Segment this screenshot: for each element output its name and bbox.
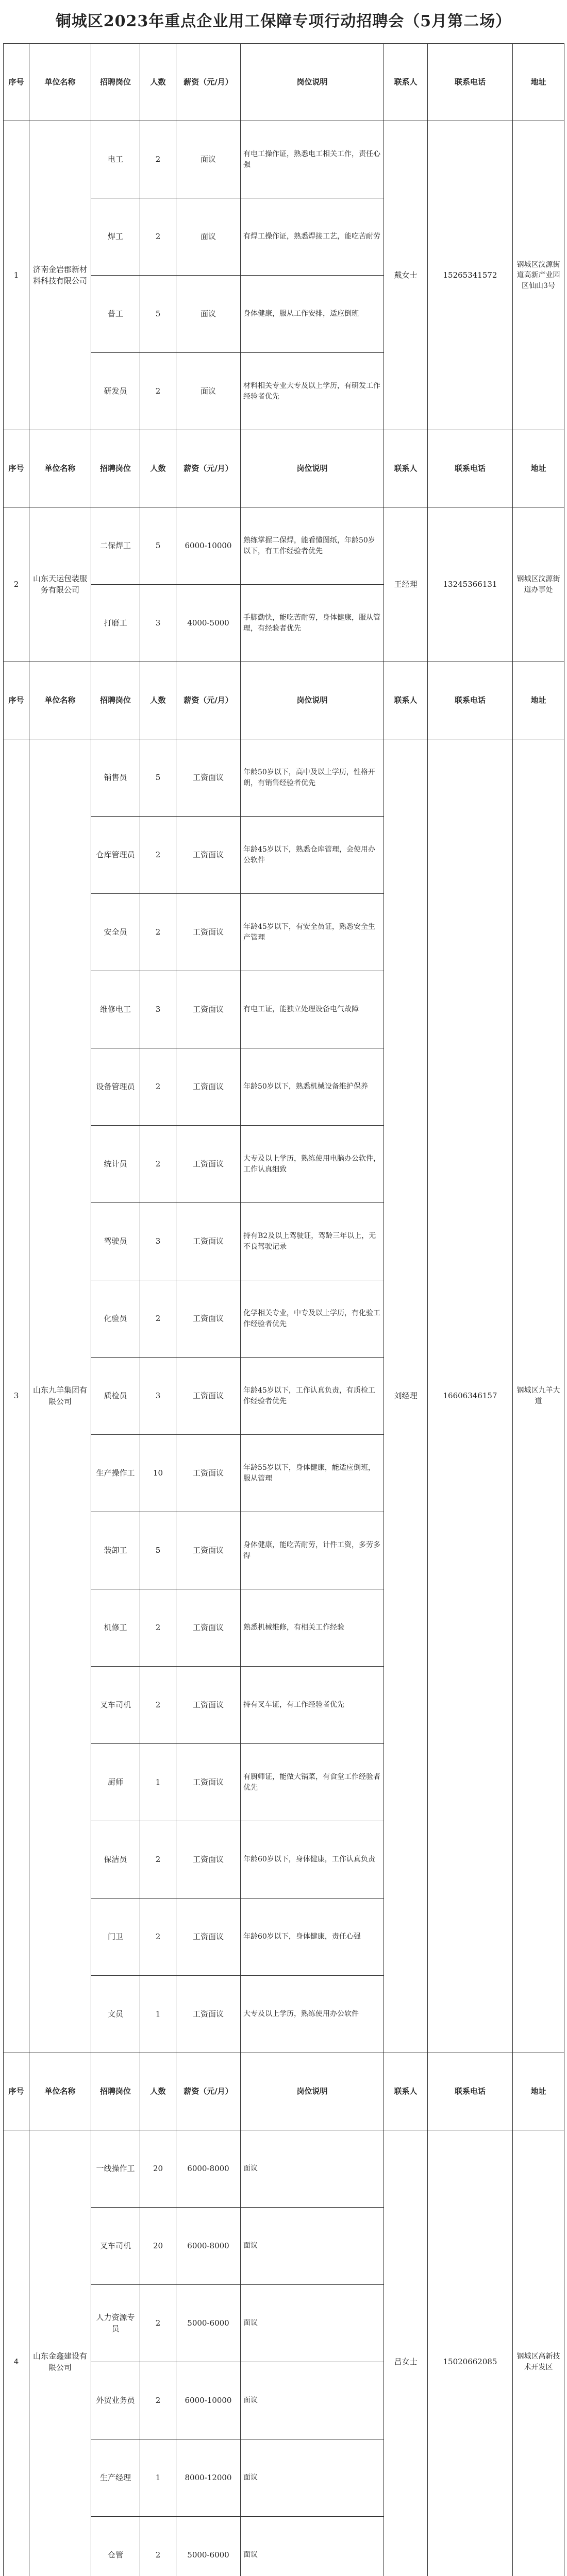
- job-salary: 面议: [176, 198, 241, 276]
- job-requirement: 熟悉机械维修，有相关工作经验: [241, 1589, 384, 1667]
- job-position: 驾驶员: [91, 1203, 140, 1280]
- job-position: 质检员: [91, 1358, 140, 1435]
- job-position: 普工: [91, 276, 140, 353]
- job-salary: 工资面议: [176, 1821, 241, 1899]
- job-requirement: 熟练掌握二保焊，能看懂图纸，年龄50岁以下，有工作经验者优先: [241, 507, 384, 585]
- job-count: 5: [140, 276, 176, 353]
- job-count: 1: [140, 1976, 176, 2053]
- job-count: 20: [140, 2208, 176, 2285]
- job-count: 2: [140, 1280, 176, 1358]
- job-salary: 工资面议: [176, 1976, 241, 2053]
- job-salary: 工资面议: [176, 1899, 241, 1976]
- company-address: 钢城区九羊大道: [513, 739, 564, 2053]
- company-phone: 15020662085: [428, 2130, 513, 2576]
- header-seq: 序号: [4, 44, 29, 121]
- header-position: 招聘岗位: [91, 44, 140, 121]
- job-salary: 工资面议: [176, 1126, 241, 1203]
- job-salary: 工资面议: [176, 1512, 241, 1589]
- header-contact: 联系人: [384, 430, 428, 507]
- job-count: 2: [140, 894, 176, 971]
- company-name: 山东天运包装服务有限公司: [29, 507, 91, 662]
- header-company: 单位名称: [29, 430, 91, 507]
- job-requirement: 材料相关专业大专及以上学历，有研发工作经验者优先: [241, 353, 384, 430]
- job-count: 2: [140, 121, 176, 198]
- job-requirement: 年龄45岁以下，工作认真负责，有质检工作经验者优先: [241, 1358, 384, 1435]
- job-requirement: 年龄50岁以下，熟悉机械设备维护保养: [241, 1048, 384, 1126]
- job-requirement: 年龄45岁以下，有安全员证，熟悉安全生产管理: [241, 894, 384, 971]
- header-count: 人数: [140, 662, 176, 739]
- job-position: 仓库管理员: [91, 817, 140, 894]
- header-count: 人数: [140, 44, 176, 121]
- job-salary: 6000-10000: [176, 507, 241, 585]
- job-count: 10: [140, 1435, 176, 1512]
- table-row: [4, 121, 564, 198]
- job-position: 安全员: [91, 894, 140, 971]
- job-requirement: 面议: [241, 2517, 384, 2576]
- job-salary: 工资面议: [176, 1203, 241, 1280]
- job-table-body: [4, 44, 564, 2576]
- header-address: 地址: [513, 2053, 564, 2130]
- job-count: 2: [140, 1667, 176, 1744]
- company-address: 钢城区汶源街道高新产业园区仙山3号: [513, 121, 564, 430]
- header-company: 单位名称: [29, 44, 91, 121]
- header-requirement: 岗位说明: [241, 662, 384, 739]
- company-name: 山东金鑫建设有限公司: [29, 2130, 91, 2576]
- job-position: 仓管: [91, 2517, 140, 2576]
- company-address: 钢城区汶源街道办事处: [513, 507, 564, 662]
- company-seq: 1: [4, 121, 29, 430]
- job-count: 2: [140, 353, 176, 430]
- company-seq: 4: [4, 2130, 29, 2576]
- job-position: 统计员: [91, 1126, 140, 1203]
- header-company: 单位名称: [29, 2053, 91, 2130]
- job-requirement: 化学相关专业，中专及以上学历，有化验工作经验者优先: [241, 1280, 384, 1358]
- job-requirement: 面议: [241, 2130, 384, 2208]
- job-requirement: 有焊工操作证，熟悉焊接工艺，能吃苦耐劳: [241, 198, 384, 276]
- job-count: 3: [140, 585, 176, 662]
- job-position: 打磨工: [91, 585, 140, 662]
- job-count: 2: [140, 1821, 176, 1899]
- header-requirement: 岗位说明: [241, 44, 384, 121]
- header-contact: 联系人: [384, 2053, 428, 2130]
- job-position: 研发员: [91, 353, 140, 430]
- job-count: 2: [140, 1126, 176, 1203]
- job-salary: 6000-8000: [176, 2130, 241, 2208]
- header-salary: 薪资（元/月）: [176, 2053, 241, 2130]
- company-name: 山东九羊集团有限公司: [29, 739, 91, 2053]
- company-name: 济南金岩郡新材料科技有限公司: [29, 121, 91, 430]
- job-position: 维修电工: [91, 971, 140, 1048]
- header-address: 地址: [513, 430, 564, 507]
- header-contact: 联系人: [384, 662, 428, 739]
- header-position: 招聘岗位: [91, 662, 140, 739]
- job-position: 叉车司机: [91, 2208, 140, 2285]
- job-requirement: 持有B2及以上驾驶证，驾龄三年以上，无不良驾驶记录: [241, 1203, 384, 1280]
- job-salary: 面议: [176, 121, 241, 198]
- job-salary: 工资面议: [176, 1589, 241, 1667]
- header-phone: 联系电话: [428, 430, 513, 507]
- header-seq: 序号: [4, 430, 29, 507]
- job-count: 5: [140, 507, 176, 585]
- header-position: 招聘岗位: [91, 2053, 140, 2130]
- header-phone: 联系电话: [428, 662, 513, 739]
- job-requirement: 身体健康，服从工作安排，适应倒班: [241, 276, 384, 353]
- job-position: 电工: [91, 121, 140, 198]
- job-requirement: 有厨师证，能做大锅菜，有食堂工作经验者优先: [241, 1744, 384, 1821]
- header-seq: 序号: [4, 662, 29, 739]
- header-requirement: 岗位说明: [241, 430, 384, 507]
- job-position: 人力资源专员: [91, 2285, 140, 2362]
- job-count: 5: [140, 1512, 176, 1589]
- job-count: 1: [140, 1744, 176, 1821]
- header-count: 人数: [140, 430, 176, 507]
- job-position: 一线操作工: [91, 2130, 140, 2208]
- header-phone: 联系电话: [428, 2053, 513, 2130]
- company-contact: 王经理: [384, 507, 428, 662]
- header-row: [4, 662, 564, 739]
- job-position: 文员: [91, 1976, 140, 2053]
- header-position: 招聘岗位: [91, 430, 140, 507]
- company-address: 钢城区高新技术开发区: [513, 2130, 564, 2576]
- header-row: [4, 44, 564, 121]
- job-salary: 工资面议: [176, 1435, 241, 1512]
- job-position: 设备管理员: [91, 1048, 140, 1126]
- company-contact: 刘经理: [384, 739, 428, 2053]
- header-seq: 序号: [4, 2053, 29, 2130]
- header-phone: 联系电话: [428, 44, 513, 121]
- job-salary: 工资面议: [176, 1280, 241, 1358]
- table-row: [4, 507, 564, 585]
- job-requirement: 年龄60岁以下，身体健康，工作认真负责: [241, 1821, 384, 1899]
- job-requirement: 面议: [241, 2362, 384, 2439]
- job-requirement: 有电工操作证，熟悉电工相关工作，责任心强: [241, 121, 384, 198]
- header-salary: 薪资（元/月）: [176, 44, 241, 121]
- job-position: 装卸工: [91, 1512, 140, 1589]
- job-position: 保洁员: [91, 1821, 140, 1899]
- job-table: [3, 43, 564, 2576]
- job-count: 2: [140, 2362, 176, 2439]
- job-requirement: 身体健康，能吃苦耐劳，计件工资，多劳多得: [241, 1512, 384, 1589]
- header-requirement: 岗位说明: [241, 2053, 384, 2130]
- job-requirement: 年龄45岁以下，熟悉仓库管理，会使用办公软件: [241, 817, 384, 894]
- job-position: 销售员: [91, 739, 140, 817]
- job-count: 2: [140, 817, 176, 894]
- table-row: [4, 2130, 564, 2208]
- job-position: 机修工: [91, 1589, 140, 1667]
- job-position: 叉车司机: [91, 1667, 140, 1744]
- job-salary: 工资面议: [176, 1744, 241, 1821]
- job-count: 2: [140, 1048, 176, 1126]
- job-count: 2: [140, 1589, 176, 1667]
- job-requirement: 持有叉车证，有工作经验者优先: [241, 1667, 384, 1744]
- job-count: 5: [140, 739, 176, 817]
- company-phone: 15265341572: [428, 121, 513, 430]
- job-position: 生产操作工: [91, 1435, 140, 1512]
- header-salary: 薪资（元/月）: [176, 430, 241, 507]
- company-contact: 戴女士: [384, 121, 428, 430]
- header-address: 地址: [513, 662, 564, 739]
- job-requirement: 有电工证，能独立处理设备电气故障: [241, 971, 384, 1048]
- job-salary: 6000-8000: [176, 2208, 241, 2285]
- job-count: 2: [140, 198, 176, 276]
- job-salary: 工资面议: [176, 739, 241, 817]
- company-seq: 3: [4, 739, 29, 2053]
- company-phone: 13245366131: [428, 507, 513, 662]
- company-phone: 16606346157: [428, 739, 513, 2053]
- job-salary: 5000-6000: [176, 2285, 241, 2362]
- header-row: [4, 430, 564, 507]
- job-requirement: 大专及以上学历，熟练使用电脑办公软件，工作认真细致: [241, 1126, 384, 1203]
- header-company: 单位名称: [29, 662, 91, 739]
- job-position: 二保焊工: [91, 507, 140, 585]
- job-requirement: 年龄50岁以下，高中及以上学历，性格开朗，有销售经验者优先: [241, 739, 384, 817]
- job-requirement: 年龄60岁以下，身体健康，责任心强: [241, 1899, 384, 1976]
- job-salary: 工资面议: [176, 894, 241, 971]
- job-salary: 工资面议: [176, 1048, 241, 1126]
- job-count: 2: [140, 1899, 176, 1976]
- header-address: 地址: [513, 44, 564, 121]
- table-wrapper: [3, 43, 564, 2576]
- job-salary: 面议: [176, 353, 241, 430]
- job-salary: 工资面议: [176, 1358, 241, 1435]
- page-title: 铜城区2023年重点企业用工保障专项行动招聘会（5月第二场）: [55, 12, 512, 30]
- table-row: [4, 739, 564, 817]
- job-salary: 6000-10000: [176, 2362, 241, 2439]
- header-contact: 联系人: [384, 44, 428, 121]
- job-requirement: 年龄55岁以下，身体健康，能适应倒班，服从管理: [241, 1435, 384, 1512]
- header-row: [4, 2053, 564, 2130]
- company-contact: 吕女士: [384, 2130, 428, 2576]
- job-position: 焊工: [91, 198, 140, 276]
- job-count: 3: [140, 971, 176, 1048]
- job-position: 外贸业务员: [91, 2362, 140, 2439]
- job-count: 3: [140, 1358, 176, 1435]
- job-requirement: 大专及以上学历，熟练使用办公软件: [241, 1976, 384, 2053]
- job-position: 门卫: [91, 1899, 140, 1976]
- job-salary: 工资面议: [176, 1667, 241, 1744]
- job-count: 1: [140, 2439, 176, 2517]
- job-salary: 面议: [176, 276, 241, 353]
- job-salary: 工资面议: [176, 817, 241, 894]
- job-requirement: 面议: [241, 2285, 384, 2362]
- job-count: 2: [140, 2517, 176, 2576]
- job-salary: 4000-5000: [176, 585, 241, 662]
- job-salary: 工资面议: [176, 971, 241, 1048]
- job-position: 厨师: [91, 1744, 140, 1821]
- header-count: 人数: [140, 2053, 176, 2130]
- job-count: 2: [140, 2285, 176, 2362]
- job-count: 3: [140, 1203, 176, 1280]
- job-count: 20: [140, 2130, 176, 2208]
- header-salary: 薪资（元/月）: [176, 662, 241, 739]
- job-requirement: 手脚勤快，能吃苦耐劳，身体健康，服从管理，有经验者优先: [241, 585, 384, 662]
- job-salary: 8000-12000: [176, 2439, 241, 2517]
- job-position: 生产经理: [91, 2439, 140, 2517]
- job-requirement: 面议: [241, 2439, 384, 2517]
- job-salary: 5000-6000: [176, 2517, 241, 2576]
- company-seq: 2: [4, 507, 29, 662]
- job-position: 化验员: [91, 1280, 140, 1358]
- job-requirement: 面议: [241, 2208, 384, 2285]
